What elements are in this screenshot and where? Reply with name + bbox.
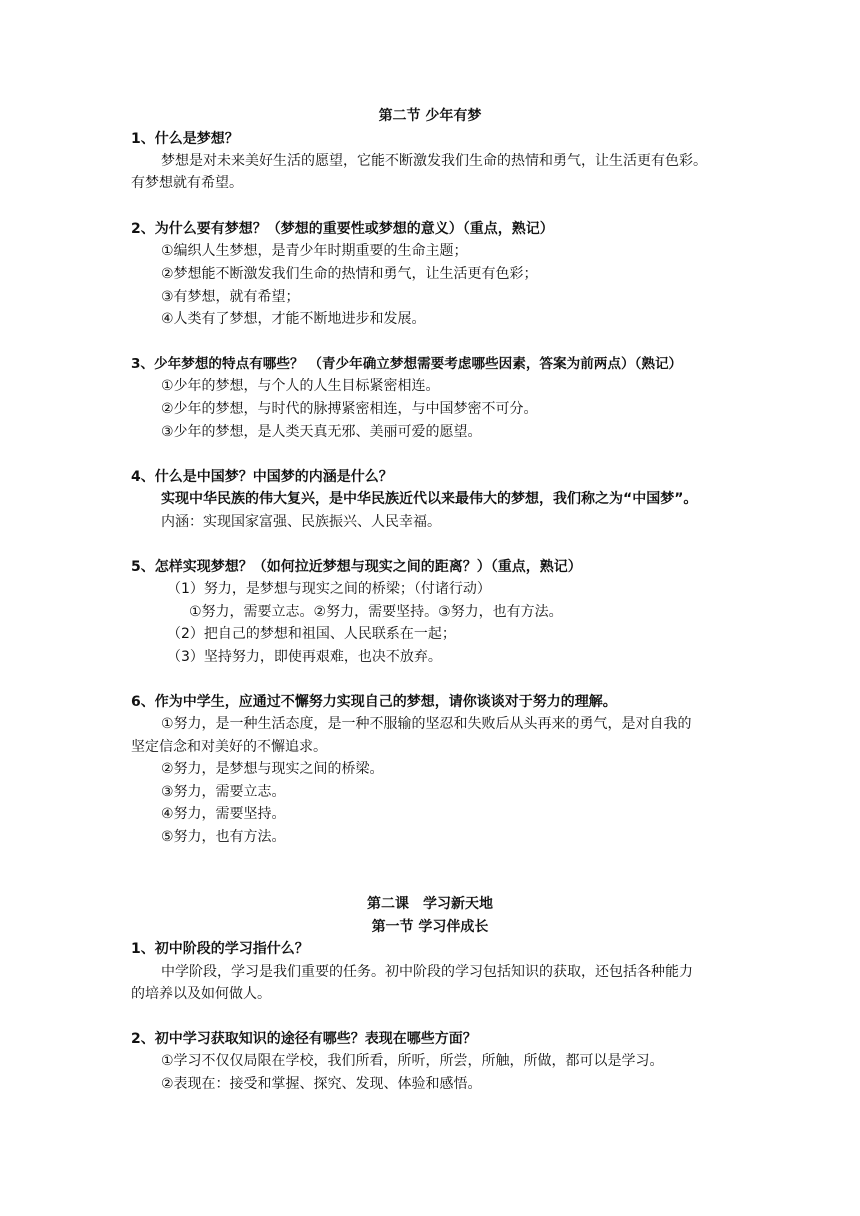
- question-heading: 4、什么是中国梦？中国梦的内涵是什么？: [131, 469, 393, 485]
- section-title: 第一节 学习伴成长: [371, 919, 489, 935]
- question-heading: 2、初中学习获取知识的途径有哪些？表现在哪些方面？: [131, 1031, 477, 1047]
- list-item: ④人类有了梦想，才能不断地进步和发展。: [161, 311, 426, 327]
- answer-text: 中学阶段，学习是我们重要的任务。初中阶段的学习包括知识的获取，还包括各种能力: [161, 964, 693, 980]
- question-heading: 1、什么是梦想？: [131, 131, 239, 147]
- question-heading: 3、少年梦想的特点有哪些？ （青少年确立梦想需要考虑哪些因素，答案为前两点）（熟记）: [131, 356, 683, 372]
- question-heading: 6、作为中学生，应通过不懈努力实现自己的梦想，请你谈谈对于努力的理解。: [131, 694, 617, 710]
- list-item: ②少年的梦想，与时代的脉搏紧密相连，与中国梦密不可分。: [161, 401, 538, 417]
- lesson-title: 第二课 学习新天地: [367, 896, 493, 912]
- list-item: （3）坚持努力，即使再艰难，也决不放弃。: [167, 649, 442, 665]
- answer-text: 梦想是对未来美好生活的愿望，它能不断激发我们生命的热情和勇气，让生活更有色彩。: [161, 153, 707, 169]
- list-item: ③有梦想，就有希望；: [161, 289, 300, 305]
- list-item: ①学习不仅仅局限在学校，我们所看，所听，所尝，所触，所做，都可以是学习。: [161, 1053, 664, 1069]
- list-item: ②表现在：接受和掌握、探究、发现、体验和感悟。: [161, 1076, 482, 1092]
- list-item: ③少年的梦想，是人类天真无邪、美丽可爱的愿望。: [161, 424, 482, 440]
- list-item: ①努力，是一种生活态度，是一种不服输的坚忍和失败后从头再来的勇气，是对自我的: [161, 716, 692, 732]
- answer-text: 有梦想就有希望。: [131, 175, 243, 191]
- question-heading: 2、为什么要有梦想？（梦想的重要性或梦想的意义）（重点，熟记）: [131, 221, 554, 237]
- answer-text: 内涵：实现国家富强、民族振兴、人民幸福。: [161, 514, 441, 530]
- answer-text-bold: 实现中华民族的伟大复兴，是中华民族近代以来最伟大的梦想，我们称之为“中国梦”。: [161, 491, 698, 507]
- list-item: ②努力，是梦想与现实之间的桥梁。: [161, 761, 384, 777]
- list-item: 坚定信念和对美好的不懈追求。: [131, 739, 327, 755]
- list-item: ①少年的梦想，与个人的人生目标紧密相连。: [161, 378, 440, 394]
- list-item: （1）努力，是梦想与现实之间的桥梁；（付诸行动）: [167, 581, 491, 597]
- question-heading: 1、初中阶段的学习指什么？: [131, 941, 309, 957]
- question-heading: 5、怎样实现梦想？（如何拉近梦想与现实之间的距离？）（重点，熟记）: [131, 559, 582, 575]
- list-item: ①努力，需要立志。②努力，需要坚持。③努力，也有方法。: [189, 604, 563, 620]
- section-title: 第二节 少年有梦: [378, 108, 482, 124]
- answer-text: 的培养以及如何做人。: [131, 986, 271, 1002]
- list-item: ⑤努力，也有方法。: [161, 829, 286, 845]
- list-item: ②梦想能不断激发我们生命的热情和勇气，让生活更有色彩；: [161, 266, 538, 282]
- list-item: ①编织人生梦想，是青少年时期重要的生命主题；: [161, 243, 468, 259]
- list-item: ③努力，需要立志。: [161, 784, 286, 800]
- list-item: （2）把自己的梦想和祖国、人民联系在一起；: [167, 626, 456, 642]
- list-item: ④努力，需要坚持。: [161, 806, 286, 822]
